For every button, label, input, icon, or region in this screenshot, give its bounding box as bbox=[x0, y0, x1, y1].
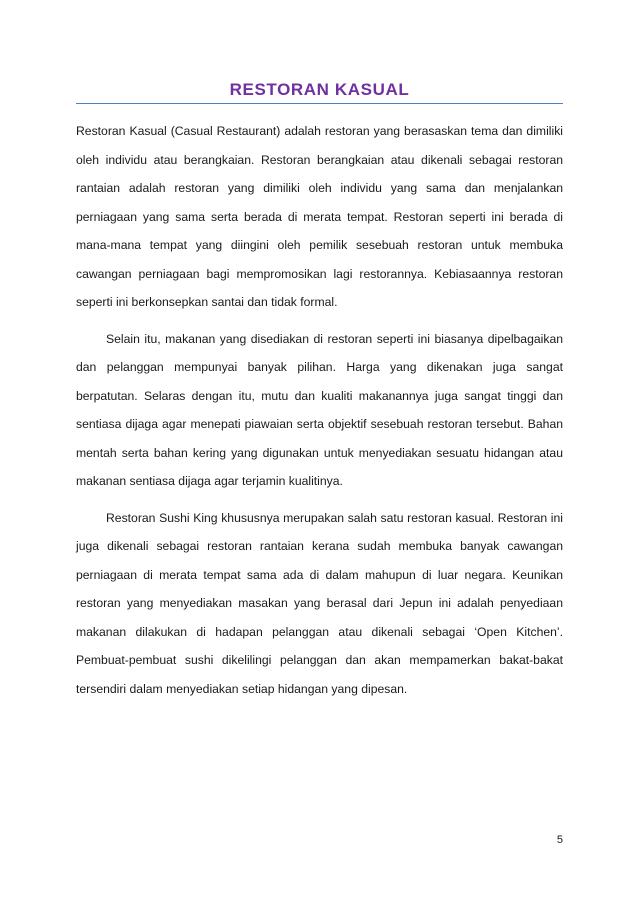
paragraph-2: Selain itu, makanan yang disediakan di restoran seperti ini biasanya dipelbagaikan dan pelanggan mempunyai banyak pilihan. Harga yang dikenakan juga sangat berpatutan. Selaras dengan itu, mutu dan kualiti makanannya juga sangat tinggi dan sentiasa dijaga agar menepati piawaian serta objektif sesebuah restoran tersebut. Bahan mentah serta bahan kering yang digunakan untuk menyediakan sesuatu hidangan atau makanan sentiasa dijaga agar terjamin kualitinya. bbox=[76, 331, 563, 488]
page-title: RESTORAN KASUAL bbox=[229, 80, 410, 99]
body-text bbox=[76, 117, 563, 703]
title-underline bbox=[76, 103, 563, 104]
paragraph-3: Restoran Sushi King khususnya merupakan salah satu restoran kasual. Restoran ini juga dikenali sebagai restoran rantaian kerana sudah membuka banyak cawangan perniagaan di merata tempat sama ada di dalam mahupun di luar negara. Keunikan restoran yang menyediakan masakan yang berasal dari Jepun ini adalah penyediaan makanan dilakukan di hadapan pelanggan atau dikenali sebagai ‘Open Kitchen’. Pembuat-pembuat sushi dikelilingi pelanggan dan akan mempamerkan bakat-bakat tersendiri dalam menyediakan setiap hidangan yang dipesan. bbox=[76, 510, 563, 696]
page-number: 5 bbox=[556, 834, 563, 846]
paragraph-1: Restoran Kasual (Casual Restaurant) adalah restoran yang berasaskan tema dan dimiliki oleh individu atau berangkaian. Restoran berangkaian atau dikenali sebagai restoran rantaian adalah restoran yang dimiliki oleh individu yang sama dan menjalankan perniagaan yang sama serta berada di merata tempat. Restoran seperti ini berada di mana-mana tempat yang diingini oleh pemilik sesebuah restoran untuk membuka cawangan perniagaan bagi mempromosikan lagi restorannya. Kebiasaannya restoran seperti ini berkonsepkan santai dan tidak formal. bbox=[76, 124, 563, 309]
